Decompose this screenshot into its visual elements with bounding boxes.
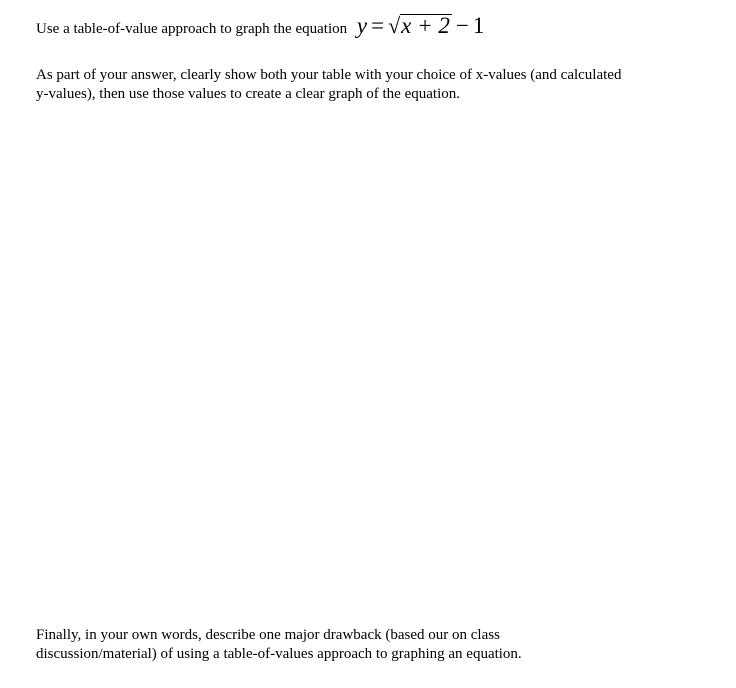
equation-lhs: y	[356, 13, 368, 38]
equation	[357, 12, 485, 40]
instructions-line-2: y-values), then use those values to create a clear graph of the equation.	[36, 86, 460, 102]
final-question-line-2: discussion/material) of using a table-of-values approach to graphing an equation.	[36, 646, 522, 662]
question-prompt	[36, 12, 484, 43]
equation-minus: −	[455, 13, 469, 38]
answer-space	[36, 112, 716, 612]
radical-icon: √	[388, 13, 401, 38]
final-question-paragraph	[36, 626, 716, 664]
equation-equals: =	[371, 13, 385, 38]
final-question-line-1: Finally, in your own words, describe one major drawback (based our on class	[36, 627, 500, 643]
instructions-paragraph	[36, 66, 726, 104]
question-intro-text: Use a table-of-value approach to graph the equation	[36, 21, 348, 37]
equation-constant: 1	[472, 13, 485, 38]
instructions-line-1: As part of your answer, clearly show both your table with your choice of x-values (and calculated	[36, 67, 622, 83]
equation-radicand: x + 2	[401, 13, 450, 38]
